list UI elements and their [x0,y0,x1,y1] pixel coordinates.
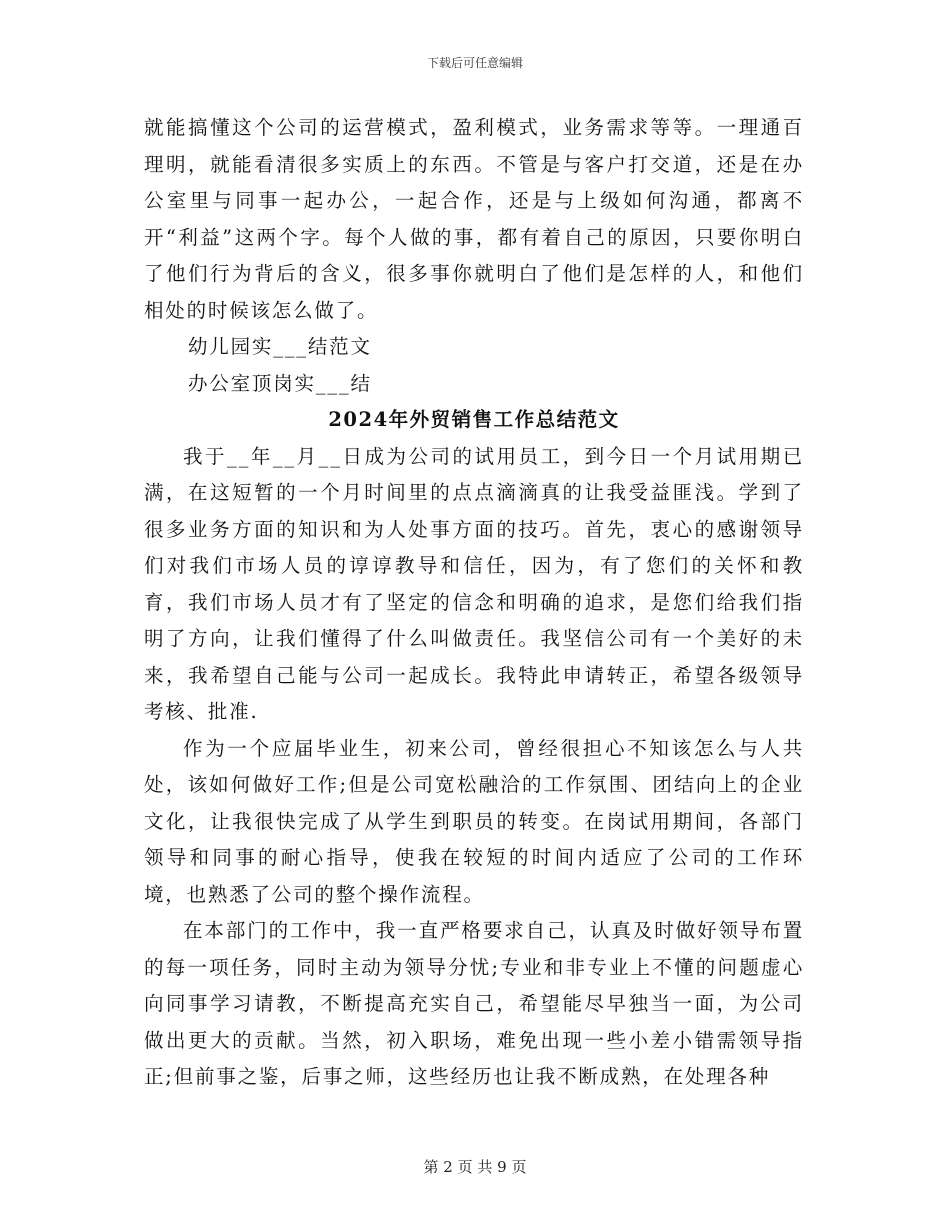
page-number: 第 2 页 共 9 页 [423,1158,527,1176]
paragraph-2: 作为一个应届毕业生，初来公司，曾经很担心不知该怎么与人共处，该如何做好工作;但是公司宽松融洽的工作氛围、团结向上的企业文化，让我很快完成了从学生到职员的转变。在岗试用期间，各部门领导和同事的耐心指导，使我在较短的时间内适应了公司的工作环境，也熟悉了公司的整个操作流程。 [144,736,804,906]
document-title: 2024年外贸销售工作总结范文 [328,408,620,431]
paragraph-1: 我于__年__月__日成为公司的试用员工，到今日一个月试用期已满，在这短暂的一个月时间里的点点滴滴真的让我受益匪浅。学到了很多业务方面的知识和为人处事方面的技巧。首先，衷心的感谢领导们对我们市场人员的谆谆教导和信任，因为，有了您们的关怀和教育，我们市场人员才有了坚定的信念和明确的追求，是您们给我们指明了方向，让我们懂得了什么叫做责任。我坚信公司有一个美好的未来，我希望自己能与公司一起成长。我特此申请转正，希望各级领导考核、批准. [144,444,804,723]
page-header: 下载后可任意编辑 [426,56,523,70]
related-link-office[interactable]: 办公室顶岗实___结 [188,371,372,395]
related-link-kindergarten[interactable]: 幼儿园实___结范文 [188,335,372,358]
document-body [144,110,804,1096]
paragraph-continued: 就能搞懂这个公司的运营模式，盈利模式，业务需求等等。一理通百理明，就能看清很多实质上的东西。不管是与客户打交道，还是在办公室里与同事一起办公，一起合作，还是与上级如何沟通，都离不开“利益”这两个字。每个人做的事，都有着自己的原因，只要你明白了他们行为背后的含义，很多事你就明白了他们是怎样的人，和他们相处的时候该怎么做了。 [144,116,804,322]
paragraph-3: 在本部门的工作中，我一直严格要求自己，认真及时做好领导布置的每一项任务，同时主动为领导分忧;专业和非专业上不懂的问题虚心向同事学习请教，不断提高充实自己，希望能尽早独当一面，为公司做出更大的贡献。当然，初入职场，难免出现一些小差小错需领导指正;但前事之鉴，后事之师，这些经历也让我不断成熟，在处理各种 [144,919,804,1088]
